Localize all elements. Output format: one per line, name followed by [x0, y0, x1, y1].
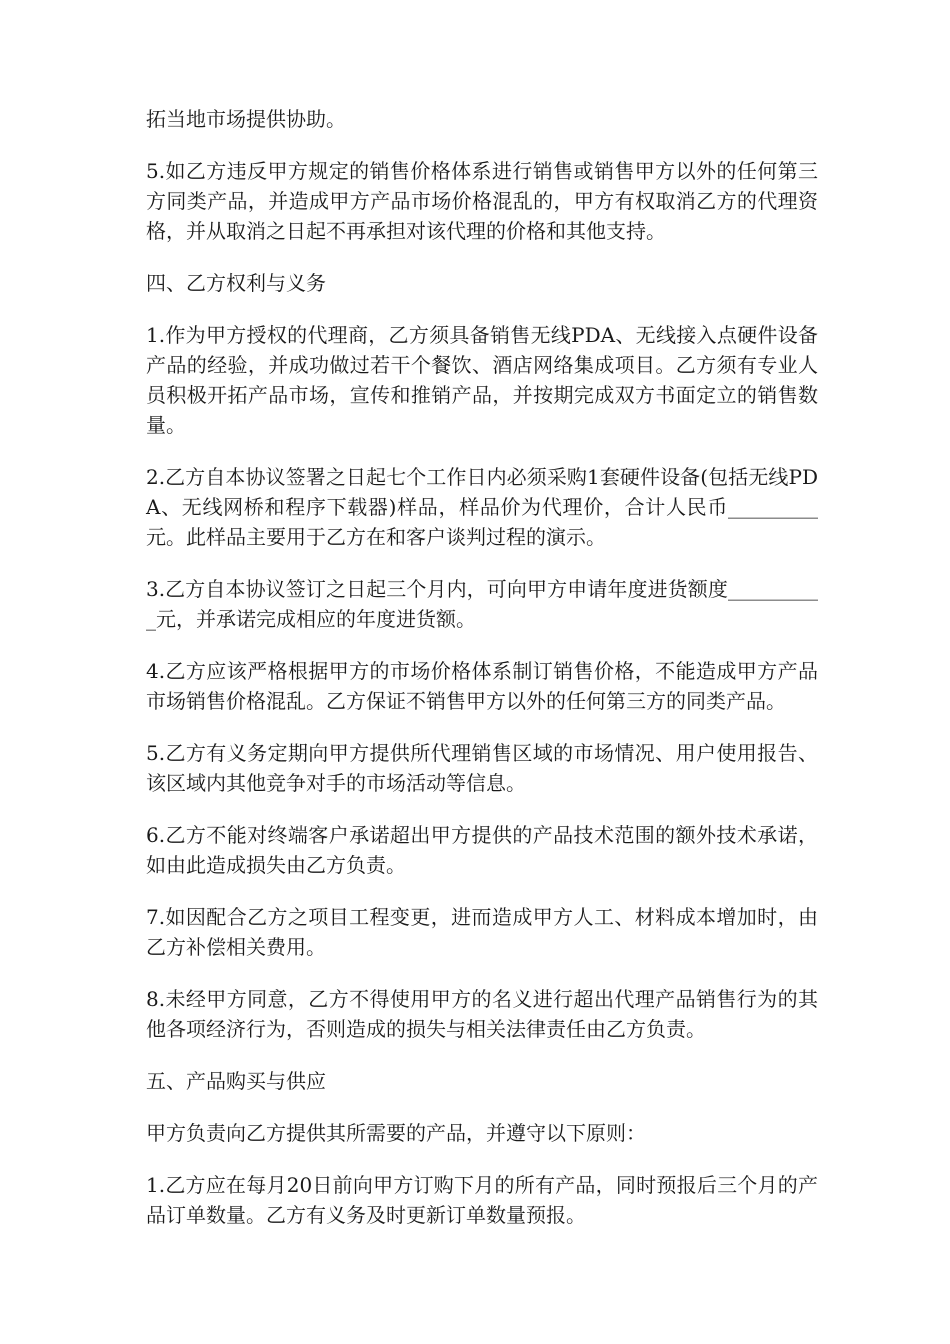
clause-4-6: 6.乙方不能对终端客户承诺超出甲方提供的产品技术范围的额外技术承诺，如由此造成损失由乙方负责。 — [146, 823, 818, 877]
clause-4-4: 4.乙方应该严格根据甲方的市场价格体系制订销售价格，不能造成甲方产品市场销售价格混乱。乙方保证不销售甲方以外的任何第三方的同类产品。 — [146, 659, 818, 713]
clause-4-7: 7.如因配合乙方之项目工程变更，进而造成甲方人工、材料成本增加时，由乙方补偿相关费用。 — [146, 905, 818, 959]
clause-4-2: 2.乙方自本协议签署之日起七个工作日内必须采购1套硬件设备(包括无线PDA、无线网桥和程序下载器)样品，样品价为代理价，合计人民币_________元。此样品主要用于乙方在和客户谈判过程的演示。 — [146, 465, 818, 549]
document-page — [146, 104, 818, 1252]
section-5-intro: 甲方负责向乙方提供其所需要的产品，并遵守以下原则： — [146, 1121, 646, 1145]
clause-4-5: 5.乙方有义务定期向甲方提供所代理销售区域的市场情况、用户使用报告、该区域内其他竞争对手的市场活动等信息。 — [146, 741, 818, 795]
clause-4-1: 1.作为甲方授权的代理商，乙方须具备销售无线PDA、无线接入点硬件设备产品的经验，并成功做过若干个餐饮、酒店网络集成项目。乙方须有专业人员积极开拓产品市场，宣传和推销产品，并按期完成双方书面定立的销售数量。 — [146, 323, 818, 437]
clause-5-1: 1.乙方应在每月20日前向甲方订购下月的所有产品，同时预报后三个月的产品订单数量。乙方有义务及时更新订单数量预报。 — [146, 1173, 818, 1227]
clause-3-5: 5.如乙方违反甲方规定的销售价格体系进行销售或销售甲方以外的任何第三方同类产品，并造成甲方产品市场价格混乱的，甲方有权取消乙方的代理资格，并从取消之日起不再承担对该代理的价格和其他支持。 — [146, 159, 818, 243]
clause-4-8: 8.未经甲方同意，乙方不得使用甲方的名义进行超出代理产品销售行为的其他各项经济行为，否则造成的损失与相关法律责任由乙方负责。 — [146, 987, 818, 1041]
section-heading-4: 四、乙方权利与义务 — [146, 271, 326, 295]
paragraph-continuation: 拓当地市场提供协助。 — [146, 107, 346, 131]
section-heading-5: 五、产品购买与供应 — [146, 1069, 326, 1093]
clause-4-3: 3.乙方自本协议签订之日起三个月内，可向甲方申请年度进货额度__________元，并承诺完成相应的年度进货额。 — [146, 577, 818, 631]
